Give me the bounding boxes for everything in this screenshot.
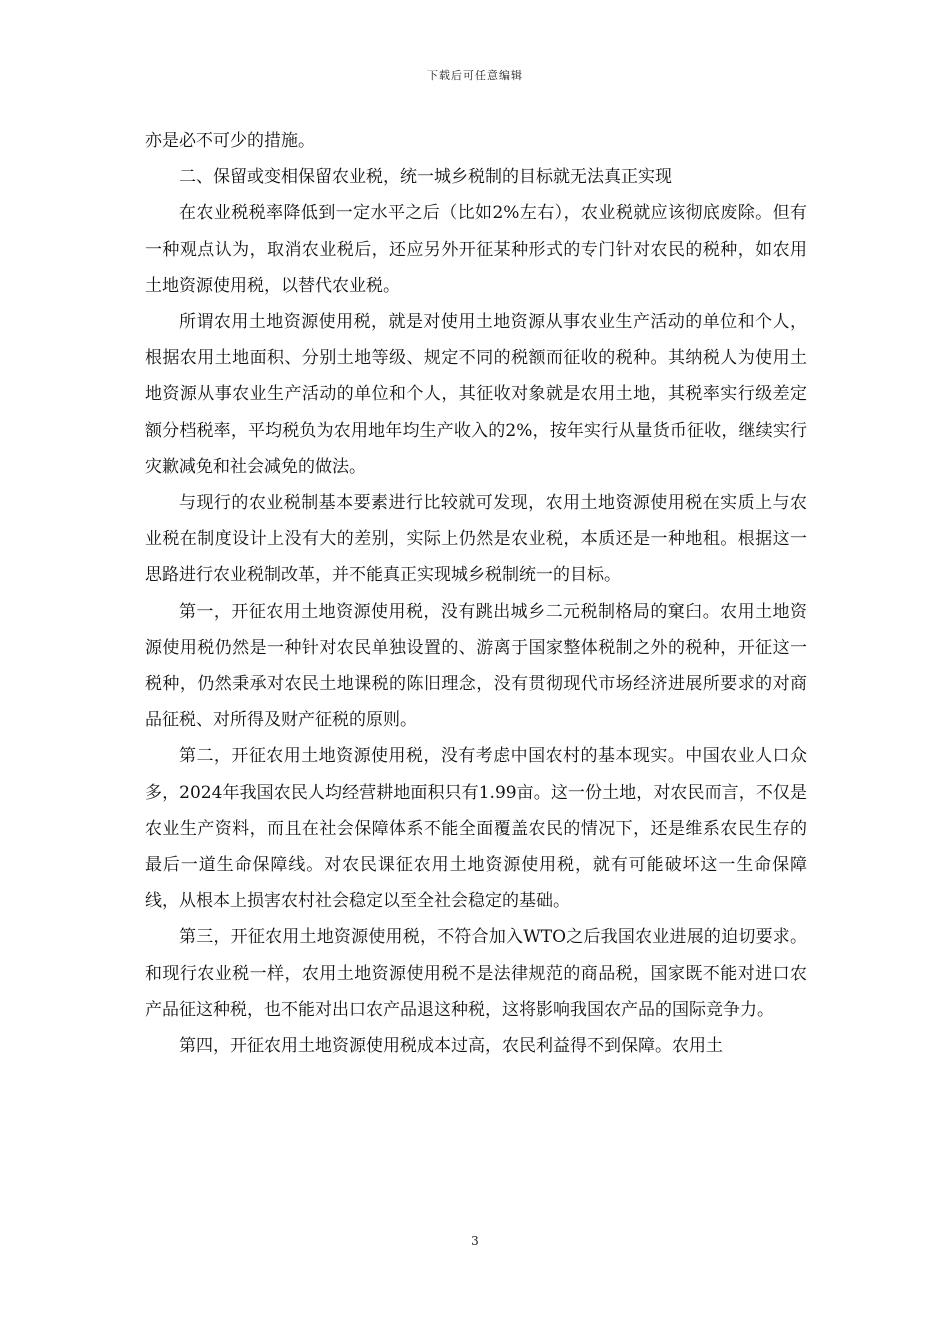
paragraph-5: 与现行的农业税制基本要素进行比较就可发现，农用土地资源使用税在实质上与农业税在制度设计上没有大的差别，实际上仍然是农业税，本质还是一种地租。根据这一思路进行农业税制改革，并不能真正实现城乡税制统一的目标。 — [145, 493, 807, 586]
paragraph-8: 第三，开征农用土地资源使用税，不符合加入WTO之后我国农业进展的迫切要求。和现行农业税一样，农用土地资源使用税不是法律规范的商品税，国家既不能对进口农产品征这种税，也不能对出口农产品退这种税，这将影响我国农产品的国际竞争力。 — [145, 927, 807, 1020]
paragraph-6: 第一，开征农用土地资源使用税，没有跳出城乡二元税制格局的窠臼。农用土地资源使用税仍然是一种针对农民单独设置的、游离于国家整体税制之外的税种，开征这一税种，仍然秉承对农民土地课税的陈旧理念，没有贯彻现代市场经济进展所要求的对商品征税、对所得及财产征税的原则。 — [145, 601, 807, 731]
page-number: 3 — [471, 1234, 479, 1248]
paragraph-4: 所谓农用土地资源使用税，就是对使用土地资源从事农业生产活动的单位和个人，根据农用土地面积、分别土地等级、规定不同的税额而征收的税种。其纳税人为使用土地资源从事农业生产活动的单位和个人，其征收对象就是农用土地，其税率实行级差定额分档税率，平均税负为农用地年均生产收入的2%，按年实行从量货币征收，继续实行灾歉减免和社会减免的做法。 — [145, 312, 807, 477]
paragraph-9: 第四，开征农用土地资源使用税成本过高，农民利益得不到保障。农用土 — [179, 1036, 723, 1057]
paragraph-7: 第二，开征农用土地资源使用税，没有考虑中国农村的基本现实。中国农业人口众多，2024年我国农民人均经营耕地面积只有1.99亩。这一份土地，对农民而言，不仅是农业生产资料，而且在社会保障体系不能全面覆盖农民的情况下，还是维系农民生存的最后一道生命保障线。对农民课征农用土地资源使用税，就有可能破坏这一生命保障线，从根本上损害农村社会稳定以至全社会稳定的基础。 — [145, 746, 807, 912]
document-body — [145, 123, 807, 1064]
paragraph-3: 在农业税税率降低到一定水平之后（比如2%左右），农业税就应该彻底废除。但有一种观点认为，取消农业税后，还应另外开征某种形式的专门针对农民的税种，如农用土地资源使用税，以替代农业税。 — [145, 203, 807, 296]
section-heading: 二、保留或变相保留农业税，统一城乡税制的目标就无法真正实现 — [179, 167, 672, 188]
page-header: 下载后可任意编辑 — [427, 69, 523, 82]
paragraph-1: 亦是必不可少的措施。 — [145, 131, 315, 151]
